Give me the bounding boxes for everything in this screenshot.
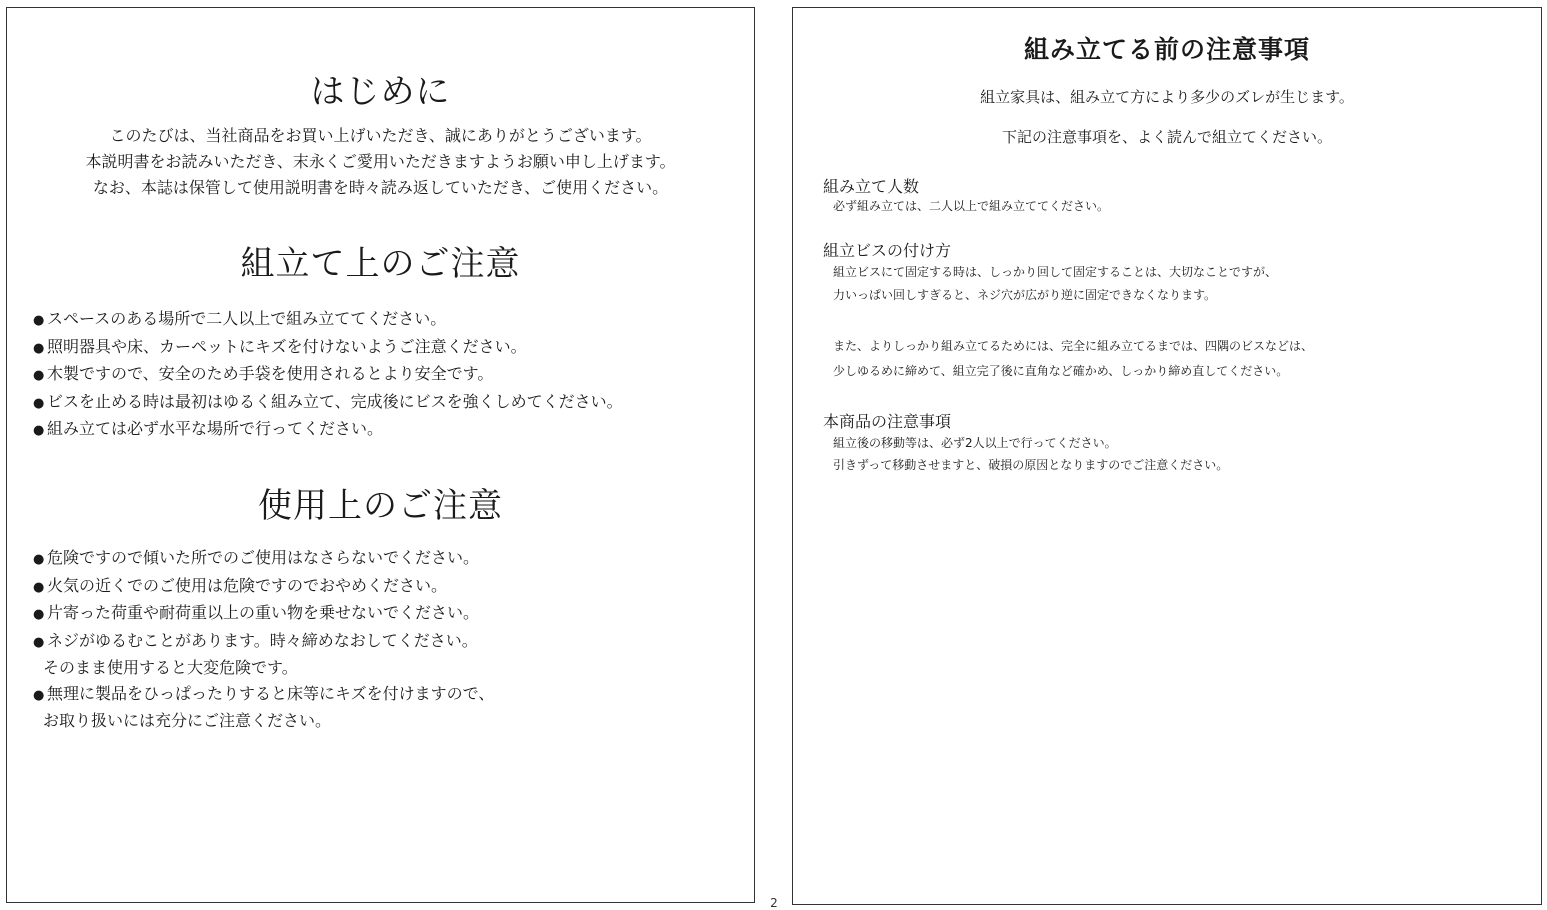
page-number: 2	[770, 896, 778, 910]
list-item	[33, 600, 494, 628]
usage-caution-title: 使用上のご注意	[258, 486, 503, 526]
assembly-caution-title: 組立て上のご注意	[240, 244, 521, 284]
page-title: 組み立てる前の注意事項	[1023, 35, 1310, 64]
item-text: 火気の近くでのご使用は危険ですのでおやめください。	[47, 575, 448, 595]
list-item	[33, 573, 494, 601]
section-line: 必ず組み立ては、二人以上で組み立ててください。	[833, 199, 1110, 213]
list-item	[33, 545, 494, 573]
section-line: 組立後の移動等は、必ず2人以上で行ってください。	[833, 436, 1117, 450]
right-page	[792, 7, 1542, 905]
section-line: 力いっぱい回しすぎると、ネジ穴が広がり逆に固定できなくなります。	[833, 288, 1217, 302]
list-item	[33, 334, 623, 362]
section-heading: 組み立て人数	[823, 177, 920, 196]
section-heading: 本商品の注意事項	[823, 412, 952, 431]
intro-line: 下記の注意事項を、よく読んで組立てください。	[1001, 128, 1332, 146]
item-text: 照明器具や床、カーペットにキズを付けないようご注意ください。	[47, 336, 527, 356]
section-assembly-people	[823, 177, 1109, 215]
item-text: 危険ですので傾いた所でのご使用はなさらないでください。	[47, 548, 480, 567]
list-item	[33, 361, 623, 389]
item-text: 無理に製品をひっぱったりすると床等にキズを付けますので、	[47, 683, 495, 703]
list-item-continuation: そのまま使用すると大変危険です。	[43, 658, 298, 677]
section-heading: 組立ビスの付け方	[823, 241, 952, 260]
section-lines	[823, 197, 1109, 215]
item-text: ネジがゆるむことがあります。時々締めなおしてください。	[47, 630, 478, 650]
item-text: 木製ですので、安全のため手袋を使用されるとより安全です。	[47, 364, 494, 383]
bullet-icon: ●	[33, 423, 45, 438]
item-text: ビスを止める時は最初はゆるく組み立て、完成後にビスを強くしめてください。	[47, 391, 623, 411]
intro-line: 本説明書をお読みいただき、末永くご愛用いただきますようお願い申し上げます。	[85, 152, 676, 171]
intro-line: 組立家具は、組み立て方により多少のズレが生じます。	[980, 88, 1354, 106]
section-line: また、よりしっかり組み立てるためには、完全に組み立てるまでは、四隅のビスなどは、	[833, 339, 1314, 353]
list-item	[33, 628, 494, 656]
usage-caution-list	[33, 545, 494, 734]
intro-line: なお、本誌は保管して使用説明書を時々読み返していただき、ご使用ください。	[92, 178, 669, 197]
bullet-icon: ●	[33, 340, 45, 356]
section-screw-attachment	[823, 241, 1277, 307]
item-text: 組み立ては必ず水平な場所で行ってください。	[47, 419, 384, 438]
section-line: 組立ビスにて固定する時は、しっかり回して固定することは、大切なことですが、	[833, 265, 1278, 279]
section-product-notes	[823, 412, 1228, 476]
list-item	[33, 306, 623, 334]
bullet-icon: ●	[33, 395, 45, 411]
bullet-icon: ●	[33, 634, 45, 650]
list-item	[33, 681, 494, 709]
intro-line: このたびは、当社商品をお買い上げいただき、誠にありがとうございます。	[109, 126, 652, 145]
section-line: 引きずって移動させますと、破損の原因となりますのでご注意ください。	[833, 458, 1229, 472]
intro-text	[7, 123, 754, 201]
list-item	[33, 389, 623, 417]
assembly-caution-list	[33, 306, 623, 444]
bullet-icon: ●	[33, 368, 45, 383]
item-text: 片寄った荷重や耐荷重以上の重い物を乗せないでください。	[47, 603, 480, 622]
bullet-icon: ●	[33, 687, 45, 703]
section-lines	[823, 261, 1277, 307]
section-line: 少しゆるめに締めて、組立完了後に直角など確かめ、しっかり締め直してください。	[833, 364, 1289, 378]
bullet-icon: ●	[33, 313, 45, 328]
left-page	[6, 7, 755, 903]
item-text: スペースのある場所で二人以上で組み立ててください。	[47, 309, 447, 328]
bullet-icon: ●	[33, 607, 45, 622]
bullet-icon: ●	[33, 552, 45, 567]
list-item-continuation: お取り扱いには充分にご注意ください。	[43, 711, 332, 730]
list-item	[33, 416, 623, 444]
intro-title: はじめに	[310, 72, 451, 112]
section-screw-tightening	[823, 334, 1313, 384]
section-lines	[823, 334, 1313, 384]
section-lines	[823, 432, 1228, 476]
bullet-icon: ●	[33, 579, 45, 595]
